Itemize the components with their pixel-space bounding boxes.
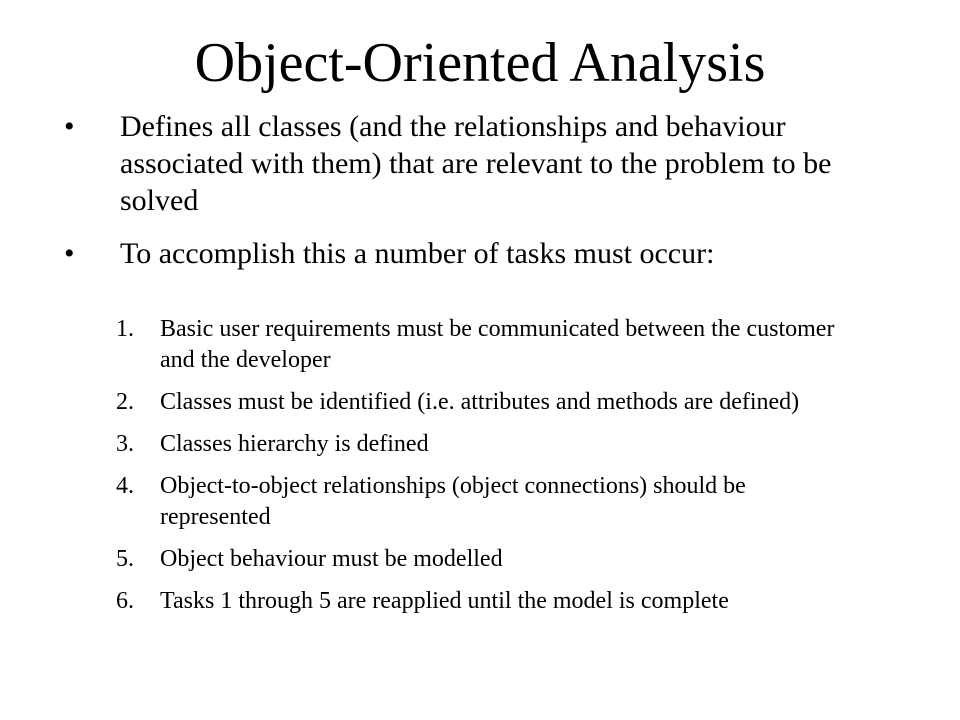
task-text: Classes hierarchy is defined	[160, 431, 429, 457]
task-number: 2.	[116, 389, 134, 415]
bullet-text: Defines all classes (and the relationships and behaviour associated with them) that are relevant to the problem to be solved	[120, 110, 832, 217]
slide-title: Object-Oriented Analysis	[194, 32, 766, 94]
task-text: Tasks 1 through 5 are reapplied until the model is complete	[160, 588, 729, 614]
task-item	[0, 429, 960, 460]
bullet-item	[0, 108, 960, 219]
bullet-dot-icon: •	[64, 237, 75, 270]
bullet-list	[0, 108, 960, 288]
task-number: 5.	[116, 546, 134, 572]
task-text: Classes must be identified (i.e. attributes and methods are defined)	[160, 389, 800, 415]
task-text: Object-to-object relationships (object connections) should be represented	[160, 473, 746, 530]
task-item	[0, 387, 960, 418]
task-number: 3.	[116, 431, 134, 457]
task-item	[0, 544, 960, 575]
bullet-text: To accomplish this a number of tasks must occur:	[120, 237, 715, 270]
bullet-item	[0, 235, 960, 272]
task-item	[0, 471, 960, 533]
numbered-task-list	[0, 314, 960, 628]
task-item	[0, 586, 960, 617]
task-text: Basic user requirements must be communicated between the customer and the developer	[160, 316, 835, 373]
task-item	[0, 314, 960, 376]
task-number: 6.	[116, 588, 134, 614]
bullet-dot-icon: •	[64, 110, 75, 143]
task-number: 1.	[116, 316, 134, 342]
task-text: Object behaviour must be modelled	[160, 546, 503, 572]
task-number: 4.	[116, 473, 134, 499]
